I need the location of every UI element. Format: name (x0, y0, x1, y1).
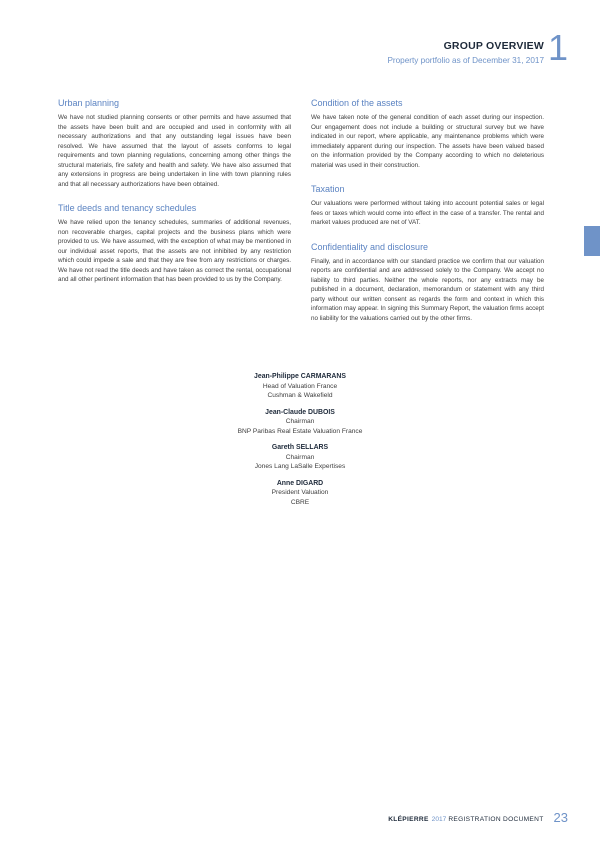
signatory-name: Gareth SELLARS (271, 444, 329, 451)
left-column (58, 98, 291, 285)
signatory-name: Anne DIGARD (276, 479, 324, 487)
title-deeds-heading: Title deeds and tenancy schedules (58, 203, 197, 213)
taxation-heading: Taxation (311, 184, 345, 194)
taxation-text: Our valuations were performed without taking into account potential sales or legal fees or taxes which would come into effect in the case of a transfer. The rental and market values produced are net of VAT. (311, 200, 544, 226)
confidentiality-text: Finally, and in accordance with our standard practice we confirm that our valuation reports are confidential and are addressed solely to the Company. We accept no liability to third parties. Neither the whole reports, nor any extracts may be published in a document, declaration, memorandum or statement with any third party without our written consent as regards the form and context in which this information may appear. In signing this Summary Report, the valuation firms accept no liability for the valuations carried out by the other firms. (311, 257, 544, 322)
signatory-company: CBRE (290, 498, 310, 506)
chapter-number: 1 (547, 27, 568, 68)
footer-company: KLÉPIERRE (388, 816, 429, 823)
right-column (311, 98, 544, 323)
signatory-company: Cushman & Wakefield (267, 392, 333, 399)
signatory-role: President Valuation (271, 489, 329, 496)
signatory-company: BNP Paribas Real Estate Valuation France (237, 427, 363, 435)
signatory-role: Head of Valuation France (262, 382, 338, 390)
signatory (0, 408, 600, 437)
signatory-role: Chairman (285, 453, 315, 461)
urban-planning-text: We have not studied planning consents or other permits and have assumed that the assets have been built and are occupied and used in conformity with all necessary authorizations and that any outstanding legal issues have been resolved. We have assumed that the layout of assets conforms to legal requirements and town planning regulations, concerning among other things the structural materials, fire safety and health and safety. We have also assumed that any extensions in progress are being undertaken in line with town planning rules and that all necessary authorizations have been obtained. (58, 114, 291, 188)
signatory (0, 443, 600, 472)
page-number: 23 (553, 810, 568, 825)
signatory (0, 479, 600, 508)
confidentiality-heading: Confidentiality and disclosure (311, 241, 429, 252)
footer-document-title: REGISTRATION DOCUMENT (448, 816, 544, 823)
signatory-name: Jean-Philippe CARMARANS (254, 373, 346, 380)
signatures-block (0, 372, 600, 514)
footer-year: 2017 (431, 816, 447, 823)
signatory-name: Jean-Claude DUBOIS (265, 408, 335, 416)
condition-text: We have taken note of the general condition of each asset during our inspection. Our engagement does not include a building or structural survey but we have indicated in our report, where applicable, any maintenance problems which were immediately apparent during our inspection. The assets have been valued based on the information provided by the Company according to which no deleterious material was used in their construction. (311, 114, 544, 169)
condition-heading: Condition of the assets (311, 98, 403, 108)
page-footer (388, 808, 568, 826)
signatory-role: Chairman (285, 418, 315, 425)
section-subtitle: Property portfolio as of December 31, 2017 (387, 56, 544, 65)
chapter-side-tab (584, 226, 600, 256)
signatory (0, 372, 600, 401)
urban-planning-heading: Urban planning (58, 98, 120, 108)
section-title: GROUP OVERVIEW (443, 40, 544, 52)
signatory-company: Jones Lang LaSalle Expertises (254, 463, 346, 470)
title-deeds-text: We have relied upon the tenancy schedules, summaries of additional revenues, non recoverable charges, capital projects and the business plans which were provided to us. We have assumed, with the exception of what may be mentioned in our individual asset reports, that the assets are not inhibited by any restriction which could impede a sale and that they are free from any restrictions or charges. We have not read the title deeds and have taken as correct the rental, occupational and all other pertinent information that has been provided to us by the Company. (58, 219, 291, 283)
